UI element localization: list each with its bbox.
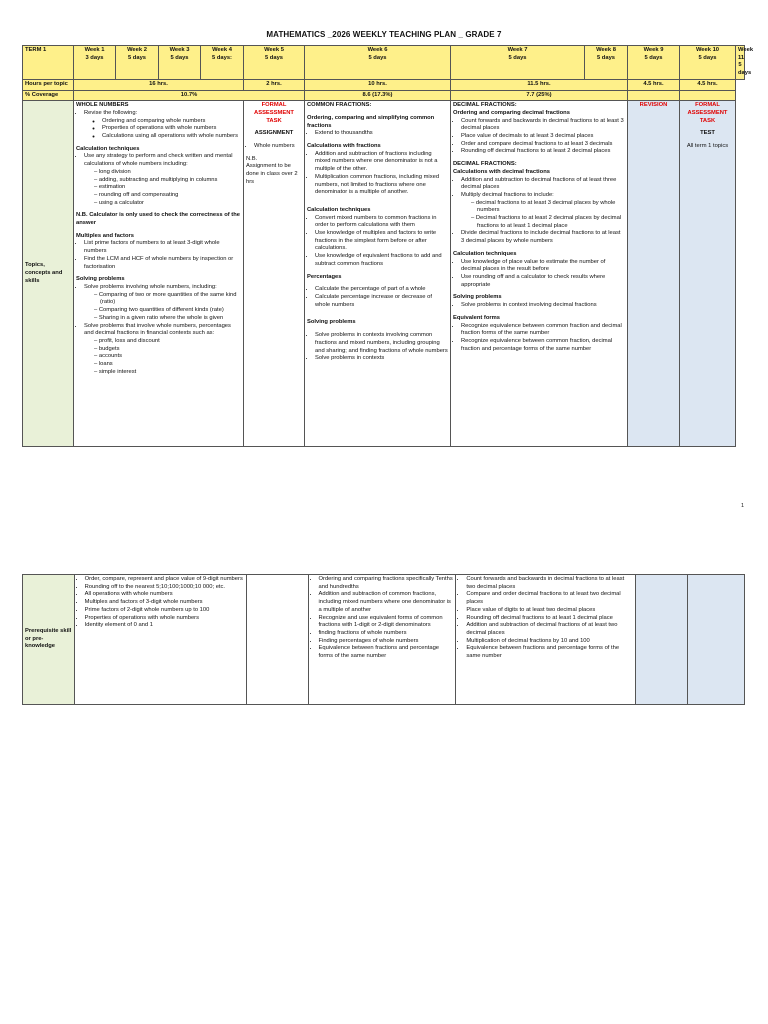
week-9-header: Week 9 5 days bbox=[628, 46, 680, 80]
coverage-label: % Coverage bbox=[23, 90, 74, 101]
fractions-solve-list: • Solve problems in contexts involving common fractions and mixed numbers, including grouping and sharing; and finding fractions of whole numbers • Solve problems in contexts bbox=[307, 332, 448, 363]
fractions-ordering-list: • Extend to thousandths bbox=[307, 130, 448, 138]
decimals-calc-list: • Addition and subtraction to decimal fractions of at least three decimal places • Multiply decimal fractions to include: – decimal fractions to at least 3 decimal places by whole numbers – Decimal fractions to at least 2 decimal places by decimal fractions to at least 1 decimal place • Divide decimal fractions to include decimal fractions to at least 3 decimal places by whole numbers bbox=[453, 177, 625, 246]
hours-assessment: 2 hrs. bbox=[244, 79, 305, 90]
fractions-solving-heading: Solving problems bbox=[307, 319, 356, 326]
common-fractions-heading: COMMON FRACTIONS: bbox=[307, 102, 372, 109]
calc-decimals-heading: Calculations with decimal fractions bbox=[453, 168, 550, 175]
coverage-whole-numbers: 10.7% bbox=[74, 90, 305, 101]
equivalent-forms-heading: Equivalent forms bbox=[453, 314, 501, 321]
week-11-header: Week 11 5 days bbox=[736, 46, 745, 80]
week-3-header: Week 3 5 days bbox=[159, 46, 201, 80]
whole-calc-list: • Use any strategy to perform and check written and mental calculations of whole numbers including: – long division – adding, subtracting and multiplying in columns – estimation – rounding off and compensating – using a calculator bbox=[76, 153, 241, 207]
prerequisite-table bbox=[22, 574, 745, 705]
hours-whole-numbers: 16 hrs. bbox=[74, 79, 244, 90]
decimal-fractions-cell bbox=[451, 101, 628, 447]
equivalent-forms-list: • Recognize equivalence between common fraction and decimal fraction forms of the same number • Recognize equivalence between common fraction, decimal fraction and percentage forms of the same number bbox=[453, 323, 625, 354]
week-10-header: Week 10 5 days bbox=[680, 46, 736, 80]
decimals-ordering-list: • Count forwards and backwards in decimal fractions to at least 3 decimal places • Place value of decimals to at least 3 decimal places • Order and compare decimal fractions to at least 3 decimals • Rounding off decimal fractions to at least 2 decimal places bbox=[453, 118, 625, 157]
prereq-revision-cell bbox=[635, 575, 688, 705]
whole-solve-list: • Solve problems involving whole numbers, including: – Comparing of two or more quantities of the same kind (ratio) – Comparing two quantities of different kinds (rate) – Sharing in a given ratio where the whole is given • Solve problems that involve whole numbers, percentages and decimal fractions in financial contexts such as: – profit, loss and discount – budgets – accounts – loans – simple interest bbox=[76, 284, 241, 376]
revision-label: REVISION bbox=[639, 102, 668, 109]
formal-test-cell bbox=[680, 101, 736, 447]
coverage-fractions: 8.6 (17.3%) bbox=[305, 90, 451, 101]
week-7-header: Week 7 5 days bbox=[451, 46, 585, 80]
prereq-fractions-list: • Ordering and comparing fractions specifically Tenths and hundredths • Addition and subtraction of common fractions, including mixed numbers where one denominator is a multiple of another • Recognize and use equivalent forms of common fractions with 1-digit or 2-digit denominators • finding fractions of whole numbers • Finding percentages of whole numbers • Equivalence between fractions and percentage forms of the same number bbox=[311, 576, 454, 661]
prereq-decimals-list: • Count forwards and backwards in decimal fractions to at least two decimal places • Compare and order decimal fractions to at least two decimal places • Place value of digits to at least two decimal places • Rounding off decimal fractions to at least 1 decimal place • Addition and subtraction of decimal fractions of at least two decimal places • Multiplication of decimal fractions by 10 and 100 • Equivalence between fractions and percentage forms of the same number bbox=[458, 576, 632, 661]
hours-decimals: 11.5 hrs. bbox=[451, 79, 628, 90]
prereq-decimals-cell bbox=[456, 575, 635, 705]
formal-assessment-cell bbox=[244, 101, 305, 447]
ordering-fractions-heading: Ordering, comparing and simplifying common fractions bbox=[307, 114, 435, 129]
hours-label: Hours per topic bbox=[23, 79, 74, 90]
ordering-decimals-heading: Ordering and comparing decimal fractions bbox=[453, 109, 570, 116]
calc-fractions-heading: Calculations with fractions bbox=[307, 143, 381, 150]
whole-mult-list: • List prime factors of numbers to at least 3-digit whole numbers • Find the LCM and HCF of whole numbers by inspection or factorisation bbox=[76, 240, 241, 271]
decimal-fractions-heading: DECIMAL FRACTIONS: bbox=[453, 102, 517, 109]
week-8-header: Week 8 5 days bbox=[585, 46, 628, 80]
hours-test: 4.5 hrs. bbox=[680, 79, 736, 90]
decimals-tech-list: • Use knowledge of place value to estimate the number of decimal places in the result before • Use rounding off and a calculator to check results where appropriate bbox=[453, 259, 625, 290]
topics-label: Topics, concepts and skills bbox=[23, 101, 74, 447]
prereq-whole-list: • Order, compare, represent and place value of 9-digit numbers • Rounding off to the nearest 5;10;100;1000;10 000; etc. • All operations with whole numbers • Multiples and factors of 3-digit whole numbers • Prime factors of 2-digit whole numbers up to 100 • Properties of operations with whole numbers • Identity element of 0 and 1 bbox=[77, 576, 244, 630]
test-label: TEST bbox=[700, 130, 715, 137]
prereq-fractions-cell bbox=[308, 575, 456, 705]
teaching-plan-table bbox=[22, 45, 754, 447]
fractions-techniques-heading: Calculation techniques bbox=[307, 206, 371, 213]
whole-revise-list: • Revise the following: ◦ Ordering and comparing whole numbers ◦ Properties of operations with whole numbers ◦ Calculations using all operations with whole numbers bbox=[76, 110, 241, 141]
week-5-header: Week 5 5 days bbox=[244, 46, 305, 80]
document-title: MATHEMATICS _2026 WEEKLY TEACHING PLAN _ GRADE 7 bbox=[266, 30, 502, 39]
week-6-header: Week 6 5 days bbox=[305, 46, 451, 80]
fractions-tech-list: • Convert mixed numbers to common fractions in order to perform calculations with them • Use knowledge of multiples and factors to write fractions in the simplest form before or after calculations. • Use knowledge of equivalent fractions to add and subtract common fractions bbox=[307, 215, 448, 269]
calc-techniques-heading: Calculation techniques bbox=[76, 145, 140, 152]
coverage-empty-10 bbox=[628, 90, 680, 101]
hours-row bbox=[23, 79, 745, 90]
week-4-header: Week 4 5 days: bbox=[201, 46, 244, 80]
assignment-label: ASSIGNMENT bbox=[254, 130, 294, 137]
prereq-test-cell bbox=[688, 575, 745, 705]
prereq-whole-cell bbox=[74, 575, 246, 705]
common-fractions-cell bbox=[305, 101, 451, 447]
hours-fractions: 10 hrs. bbox=[305, 79, 451, 90]
prereq-empty-cell bbox=[246, 575, 308, 705]
percentages-heading: Percentages bbox=[307, 273, 342, 280]
percentages-list: • Calculate the percentage of part of a whole • Calculate percentage increase or decrease of whole numbers bbox=[307, 286, 448, 309]
decimals-solve-list: • Solve problems in context involving decimal fractions bbox=[453, 302, 625, 310]
multiples-heading: Multiples and factors bbox=[76, 232, 134, 239]
decimals-techniques-heading: Calculation techniques bbox=[453, 250, 517, 257]
prerequisite-row bbox=[23, 575, 745, 705]
assignment-nb: N.B. bbox=[246, 155, 258, 162]
coverage-row bbox=[23, 90, 745, 101]
topics-row bbox=[23, 101, 745, 447]
solving-problems-heading: Solving problems bbox=[76, 276, 125, 283]
calculator-note: N.B. Calculator is only used to check the correctness of the answer bbox=[76, 212, 240, 227]
page-number: 1 bbox=[741, 503, 745, 509]
header-row bbox=[23, 46, 745, 80]
formal-assessment-heading: FORMAL ASSESSMENT TASK bbox=[254, 102, 294, 124]
decimals-solving-heading: Solving problems bbox=[453, 294, 502, 301]
coverage-decimals: 7.7 (25%) bbox=[451, 90, 628, 101]
assignment-list: • Whole numbers bbox=[246, 143, 302, 151]
week-1-header: Week 1 3 days bbox=[74, 46, 116, 80]
week-2-header: Week 2 5 days bbox=[116, 46, 159, 80]
prerequisite-label: Prerequisite skill or pre-knowledge bbox=[23, 575, 75, 705]
formal-test-heading: FORMAL ASSESSMENT TASK bbox=[687, 102, 728, 124]
assignment-note: Assignment to be done in class over 2 hrs bbox=[246, 163, 298, 185]
revision-cell bbox=[628, 101, 680, 447]
whole-numbers-heading: WHOLE NUMBERS bbox=[76, 102, 129, 109]
decimal-fractions-heading-2: DECIMAL FRACTIONS: bbox=[453, 161, 517, 168]
fractions-calc-list: • Addition and subtraction of fractions including mixed numbers where one denominator is not a multiple of the other. • Multiplication common fractions, including mixed numbers, not limited to fractions where one denominator is a multiple of another. bbox=[307, 151, 448, 197]
term-cell: TERM 1 bbox=[23, 46, 74, 80]
hours-revision: 4.5 hrs. bbox=[628, 79, 680, 90]
test-note: All term 1 topics bbox=[686, 143, 729, 150]
whole-numbers-cell bbox=[74, 101, 244, 447]
coverage-empty-11 bbox=[680, 90, 736, 101]
